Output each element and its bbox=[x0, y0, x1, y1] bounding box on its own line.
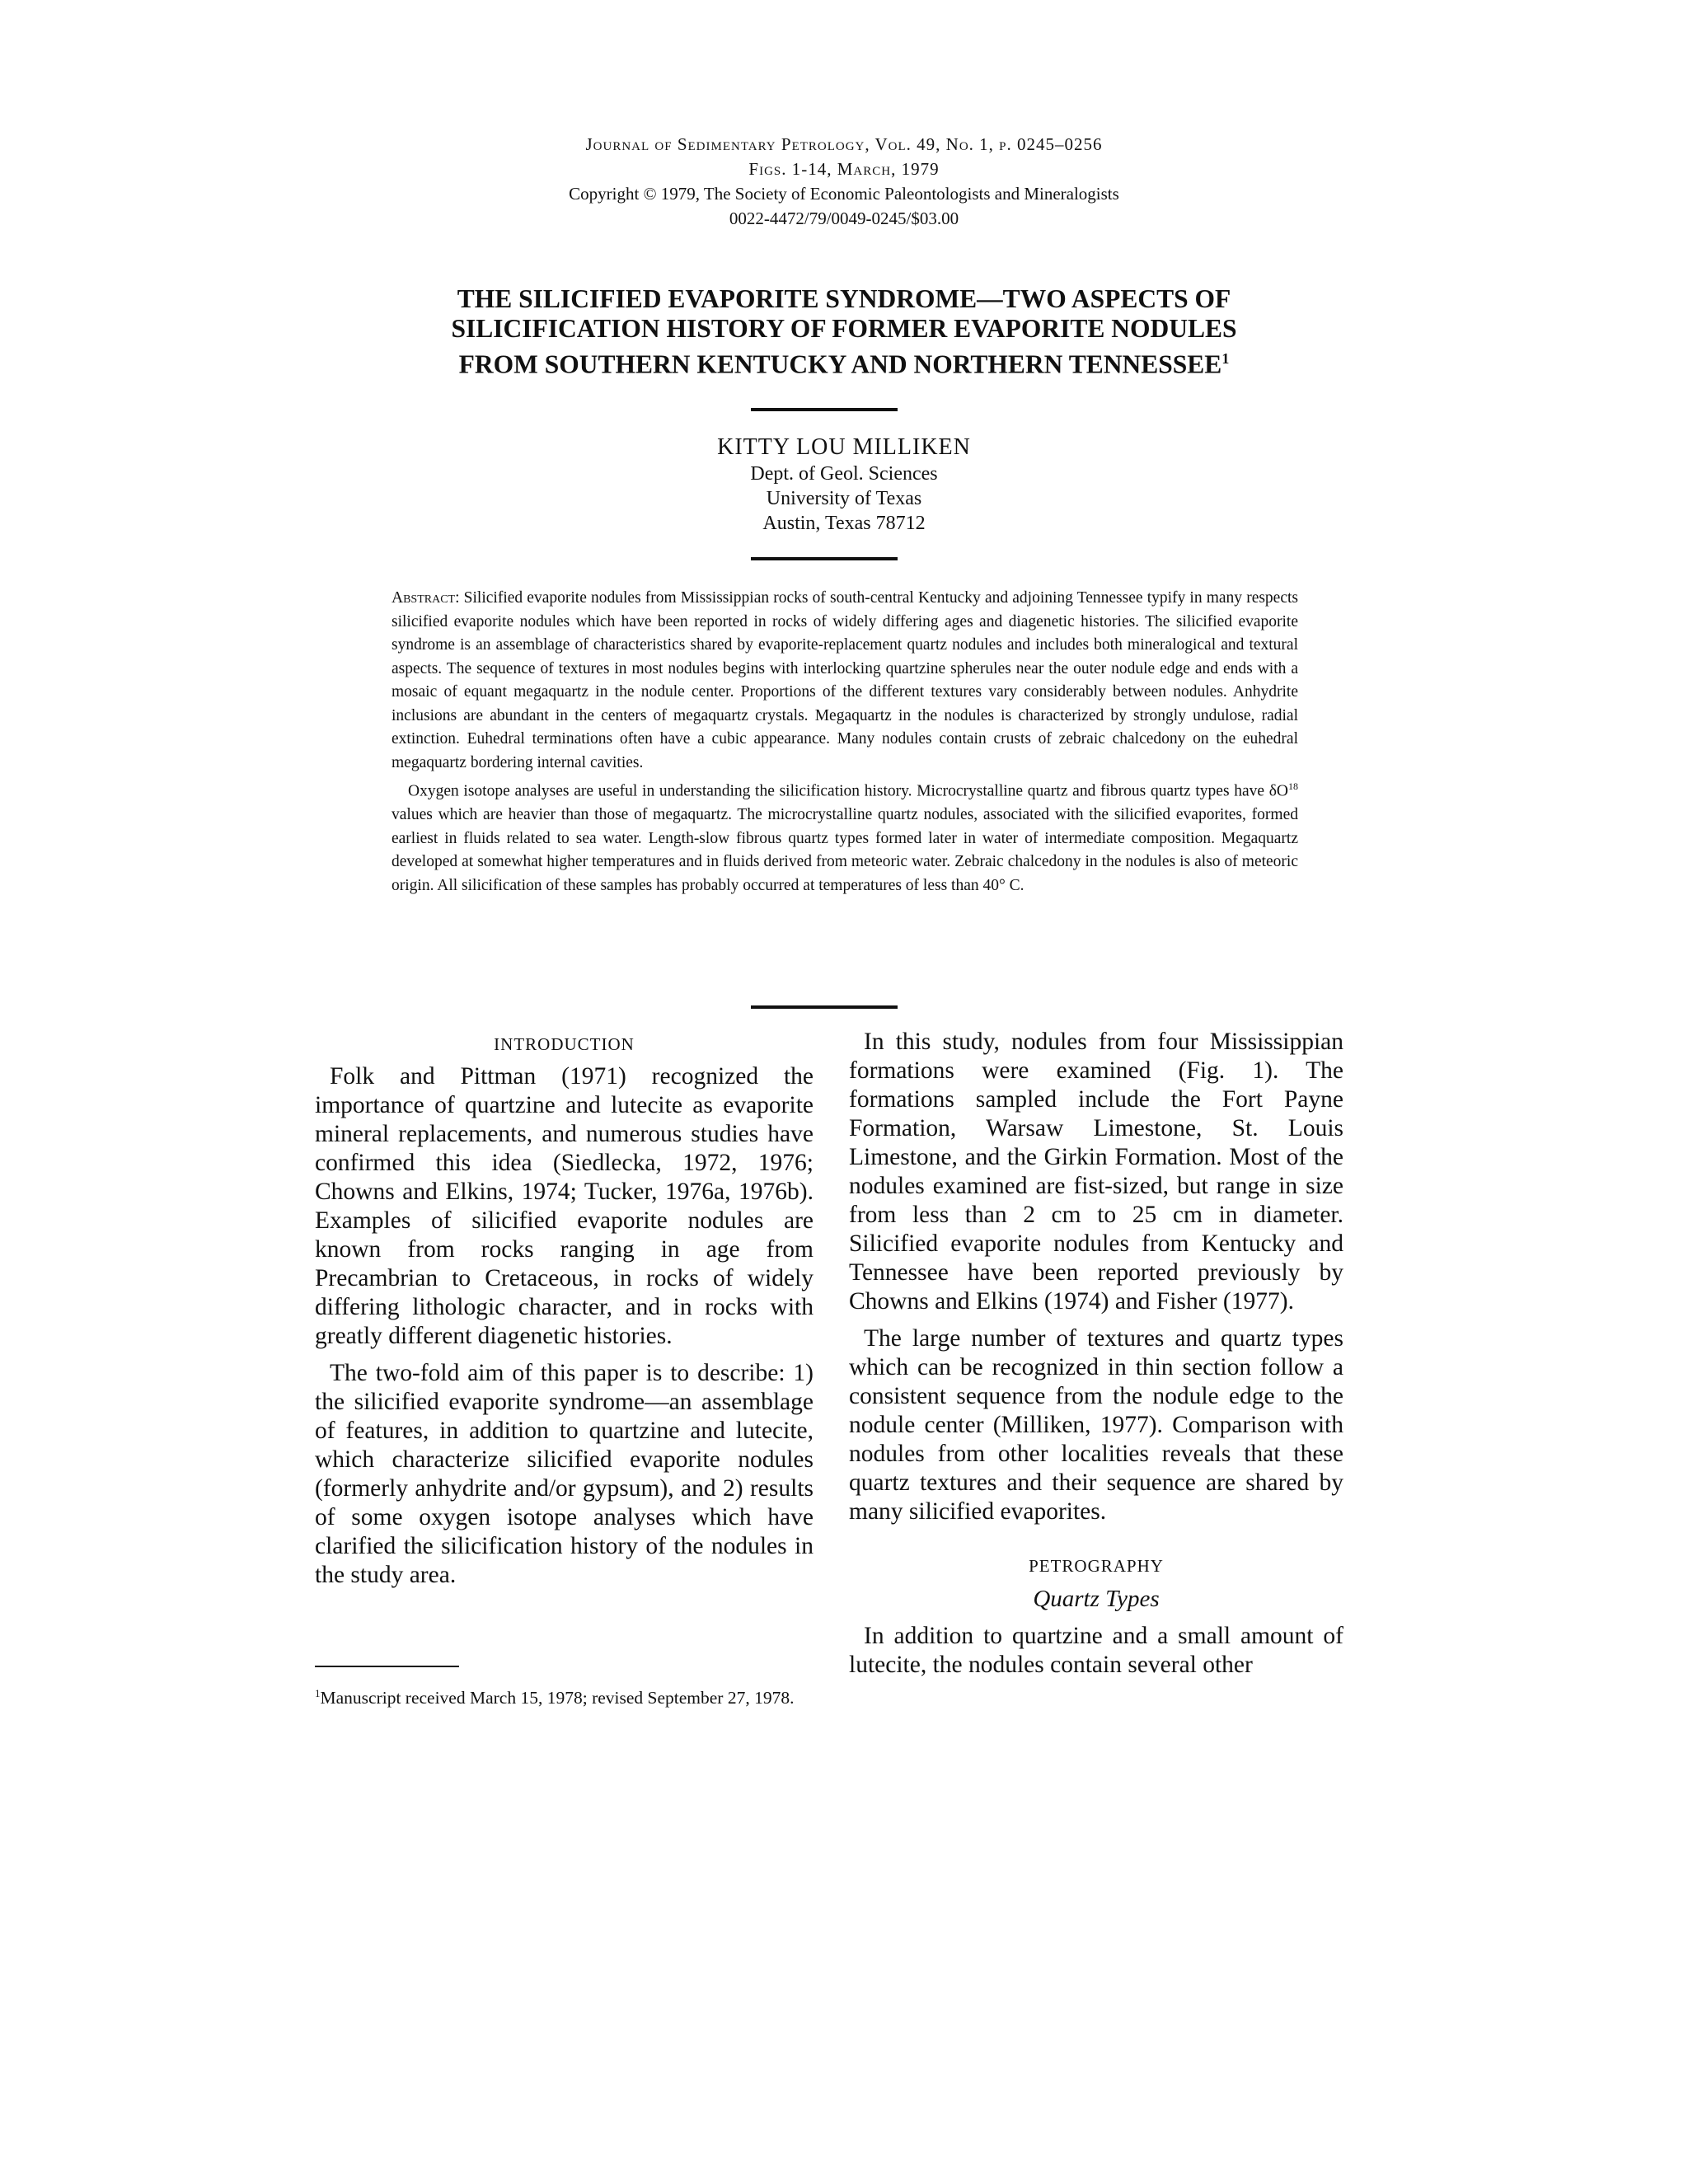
abstract-label: Abstract: bbox=[392, 589, 460, 607]
divider bbox=[751, 557, 898, 560]
affiliation-university: University of Texas bbox=[766, 488, 922, 509]
body-paragraph: Folk and Pittman (1971) recognized the importance of quartzine and lutecite as evaporite mineral replacements, and numerous studies have confirmed this idea (Siedlecka, 1972, 1976; Chowns and Elkins, 1974; Tucker, 1976a, 1976b). Examples of silicified evaporite nodules are known from rocks ranging in age from Precambrian to Cretaceous, in rocks of widely differing lithologic character, and in rocks with greatly different diagenetic histories. bbox=[315, 1063, 814, 1349]
footnote-mark: 1 bbox=[315, 1687, 321, 1699]
article-code: 0022-4472/79/0049-0245/$03.00 bbox=[729, 209, 959, 228]
body-paragraph: The two-fold aim of this paper is to describe: 1) the silicified evaporite syndrome—an assemblage of features, in addition to quartzine and lutecite, which characterize silicified evaporite nodules (formerly anhydrite and/or gypsum), and 2) results of some oxygen isotope analyses which have clarified the silicification history of the nodules in the study area. bbox=[315, 1360, 814, 1588]
body-paragraph: In this study, nodules from four Mississippian formations were examined (Fig. 1). The formations sampled include the Fort Payne Formation, Warsaw Limestone, St. Louis Limestone, and the Girkin Formation. Most of the nodules examined are fist-sized, but range in size from less than 2 cm to 25 cm in diameter. Silicified evaporite nodules from Kentucky and Tennessee have been reported previously by Chowns and Elkins (1974) and Fisher (1977). bbox=[849, 1029, 1343, 1315]
figures-date: Figs. 1-14, March, 1979 bbox=[748, 159, 940, 179]
article-title bbox=[313, 284, 1375, 380]
title-footnote-mark: 1 bbox=[1221, 350, 1230, 367]
footnote-divider bbox=[315, 1666, 459, 1667]
affiliation-city: Austin, Texas 78712 bbox=[762, 513, 926, 534]
left-column bbox=[315, 1033, 814, 1590]
author-affiliation bbox=[0, 462, 1688, 536]
body-paragraph: The large number of textures and quartz types which can be recognized in thin section follow a consistent sequence from the nodule edge to the nodule center (Milliken, 1977). Comparison with nodules from other localities reveals that these quartz textures and their sequence are shared by many silicified evaporites. bbox=[849, 1325, 1343, 1525]
footnote bbox=[315, 1681, 814, 1710]
affiliation-dept: Dept. of Geol. Sciences bbox=[750, 463, 938, 485]
copyright-notice: Copyright © 1979, The Society of Economic Paleontologists and Mineralogists bbox=[569, 184, 1119, 204]
divider bbox=[751, 1005, 898, 1009]
title-line: THE SILICIFIED EVAPORITE SYNDROME—TWO ASPECTS OF bbox=[457, 284, 1231, 313]
subheading-quartz-types: Quartz Types bbox=[1033, 1586, 1160, 1612]
author-name: KITTY LOU MILLIKEN bbox=[717, 434, 971, 460]
body-paragraph: In addition to quartzine and a small amount of lutecite, the nodules contain several other bbox=[849, 1623, 1343, 1678]
title-line: SILICIFICATION HISTORY OF FORMER EVAPORITE NODULES bbox=[451, 314, 1237, 343]
journal-header bbox=[0, 132, 1688, 231]
abstract-paragraph: Oxygen isotope analyses are useful in understanding the silicification history. Microcrystalline quartz and fibrous quartz types have $\delta O^{18}$ values which are heavier than those of megaquartz. The microcrystalline quartz nodules, associated with the silicified evaporites, formed earliest in fluids related to sea water. Length-slow fibrous quartz types formed later in water of intermediate composition. Megaquartz developed at somewhat higher temperatures and in fluids derived from meteoric water. Zebraic chalcedony in the nodules is also of meteoric origin. All silicification of these samples has probably occurred at temperatures of less than 40° C. bbox=[392, 780, 1298, 894]
journal-citation: Journal of Sedimentary Petrology, Vol. 49, No. 1, p. 0245–0256 bbox=[585, 134, 1103, 154]
section-heading-introduction: INTRODUCTION bbox=[494, 1034, 635, 1054]
abstract bbox=[392, 587, 1298, 898]
divider bbox=[751, 408, 898, 411]
abstract-paragraph: Abstract: Silicified evaporite nodules from Mississippian rocks of south-central Kentucky and adjoining Tennessee typify in many respects silicified evaporite nodules which have been reported in rocks of widely differing ages and diagenetic histories. The silicified evaporite syndrome is an assemblage of characteristics shared by evaporite-replacement quartz nodules and includes both mineralogical and textural aspects. The sequence of textures in most nodules begins with interlocking quartzine spherules near the outer nodule edge and ends with a mosaic of equant megaquartz in the nodule center. Proportions of the different textures vary considerably between nodules. Anhydrite inclusions are abundant in the centers of megaquartz crystals. Megaquartz in the nodules is characterized by strongly undulose, radial extinction. Euhedral terminations often have a cubic appearance. Many nodules contain crusts of zebraic chalcedony on the euhedral megaquartz bordering internal cavities. bbox=[392, 589, 1299, 771]
footnote-text: Manuscript received March 15, 1978; revised September 27, 1978. bbox=[320, 1688, 795, 1708]
section-heading-petrography: PETROGRAPHY bbox=[1029, 1556, 1164, 1576]
title-line: FROM SOUTHERN KENTUCKY AND NORTHERN TENNESSEE$^1$ bbox=[458, 349, 1230, 379]
right-column bbox=[849, 1028, 1343, 1680]
